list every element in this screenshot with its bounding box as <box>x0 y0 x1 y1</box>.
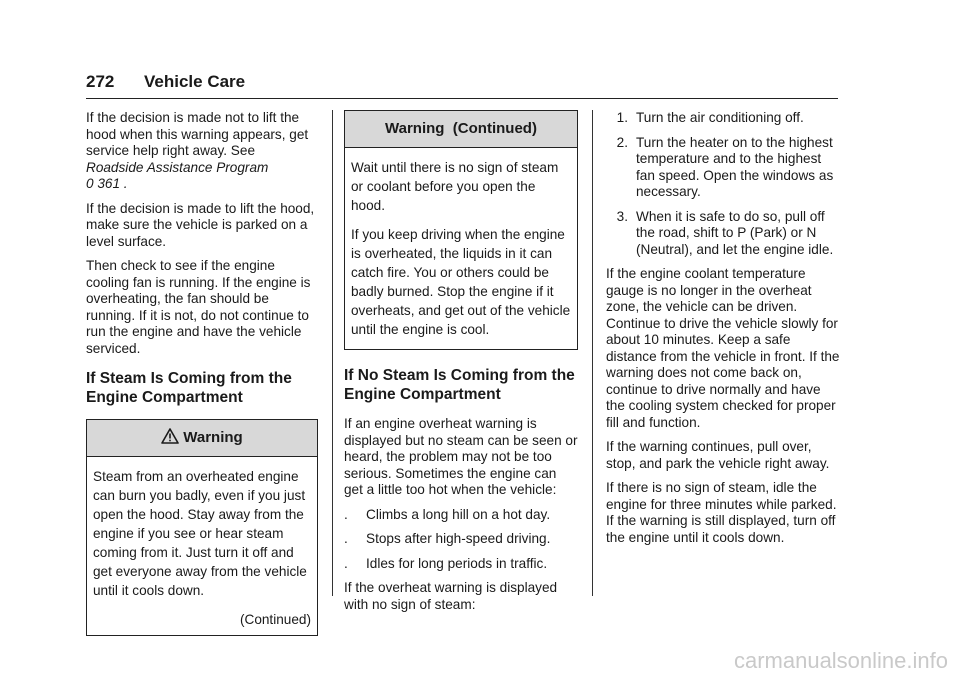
section-heading: If Steam Is Coming from the Engine Compartment <box>86 370 292 406</box>
column-divider <box>592 110 593 596</box>
section-title: Vehicle Care <box>144 72 246 91</box>
warning-header <box>87 420 317 457</box>
list-item <box>606 209 842 259</box>
list-item <box>344 556 578 573</box>
warning-text: If you keep driving when the engine is overheated, the liquids in it can catch fire. You or others could be badly burned. Stop the engine if it overheats, and get out of the vehicle until the engine is cool. <box>351 227 571 337</box>
warning-title: Warning (Continued) <box>385 119 537 137</box>
warning-box <box>344 110 578 350</box>
column-2 <box>344 110 578 621</box>
continued-label: (Continued) <box>239 612 311 627</box>
paragraph: If there is no sign of steam, idle the engine for three minutes while parked. If the warning is still displayed, turn off the engine until it cools down. <box>606 480 837 545</box>
list-item <box>606 110 842 127</box>
paragraph: If the warning continues, pull over, stop, and park the vehicle right away. <box>606 439 830 471</box>
column-1 <box>86 110 318 636</box>
paragraph: If the engine coolant temperature gauge is no longer in the overheat zone, the vehicle can be driven. Continue to drive the vehicle slowly for about 10 minutes. Keep a safe distance from the vehicle in front. If the warning does not come back on, continue to drive normally and have the cooling system checked for proper fill and function. <box>606 266 840 430</box>
warning-body <box>345 148 577 349</box>
warning-text: Wait until there is no sign of steam or coolant before you open the hood. <box>351 160 559 213</box>
warning-box <box>86 419 318 636</box>
step-text: When it is safe to do so, pull off the road, shift to P (Park) or N (Neutral), and let the engine idle. <box>636 208 834 257</box>
list-item-text: Climbs a long hill on a hot day. <box>366 506 551 522</box>
watermark: carmanualsonline.info <box>733 648 948 673</box>
header-rule <box>86 98 838 99</box>
step-number: 3. <box>616 208 628 224</box>
step-text: Turn the air conditioning off. <box>636 110 804 125</box>
page-header <box>86 72 245 92</box>
list-item <box>344 507 578 524</box>
paragraph: If the decision is made to lift the hood, make sure the vehicle is parked on a level surface. <box>86 200 315 249</box>
column-3 <box>606 110 842 554</box>
list-item-text: Stops after high-speed driving. <box>366 531 551 546</box>
paragraph-text: If the decision is made not to lift the hood when this warning appears, get service help right away. See <box>86 110 309 158</box>
paragraph: If an engine overheat warning is displayed but no steam can be seen or heard, the problem may not be too serious. Sometimes the engine can get a little too hot when the vehicle: <box>344 416 578 497</box>
column-divider <box>332 110 333 596</box>
bullet-marker: . <box>344 531 348 546</box>
bullet-marker: . <box>344 555 348 571</box>
paragraph: If the overheat warning is displayed with no sign of steam: <box>344 580 558 612</box>
warning-triangle-icon <box>161 428 179 449</box>
paragraph <box>86 110 318 193</box>
warning-header <box>345 111 577 148</box>
warning-text: Steam from an overheated engine can burn you badly, even if you just open the hood. Stay away from the engine if you see or hear steam coming from it. Just turn it off and get everyone away from the vehicle until it cools down. <box>93 469 307 598</box>
list-item <box>606 135 842 201</box>
list-item <box>344 531 578 548</box>
bullet-marker: . <box>344 506 348 522</box>
step-number: 2. <box>616 134 628 150</box>
warning-title: Warning <box>183 428 243 446</box>
page-reference[interactable]: 0 361 . <box>86 176 128 191</box>
paragraph: Then check to see if the engine cooling fan is running. If the engine is overheating, the fan should be running. If it is not, do not continue to run the engine and have the vehicle serviced. <box>86 258 311 356</box>
section-heading: If No Steam Is Coming from the Engine Compartment <box>344 367 575 403</box>
warning-body <box>87 457 317 635</box>
step-text: Turn the heater on to the highest temperature and to the highest fan speed. Open the windows as necessary. <box>636 134 834 199</box>
list-item-text: Idles for long periods in traffic. <box>366 555 548 571</box>
cross-reference-link[interactable]: Roadside Assistance Program <box>86 159 269 175</box>
step-number: 1. <box>616 110 628 125</box>
page-number: 272 <box>86 72 115 91</box>
